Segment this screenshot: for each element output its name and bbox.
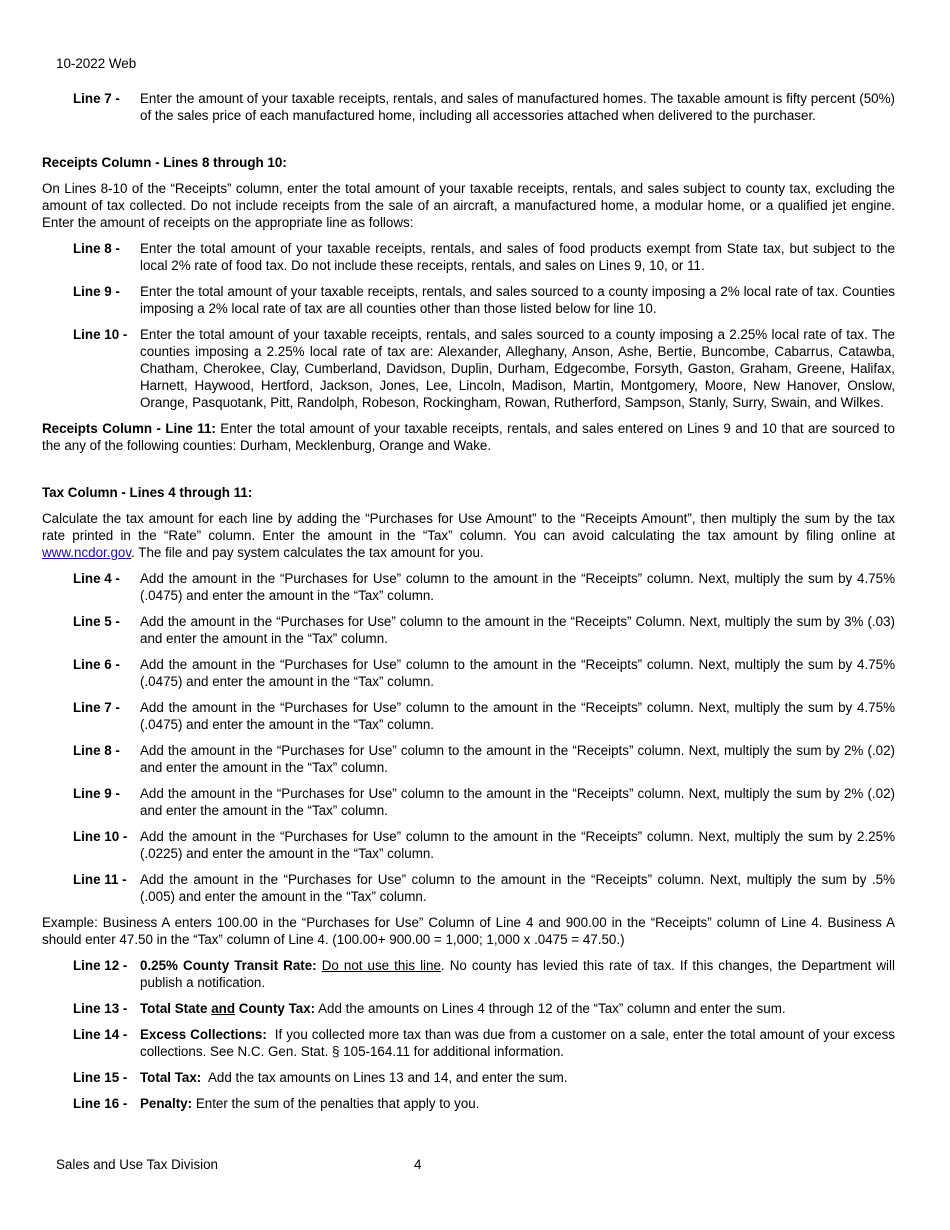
tax-section-heading: Tax Column - Lines 4 through 11:	[42, 485, 253, 500]
line-16-instruction	[73, 1095, 895, 1112]
tax-intro-text: Calculate the tax amount for each line by adding the “Purchases for Use Amount” to the “Receipts Amount”, then multiply the sum by the tax rate printed in the “Rate” column. Enter the amount in the “Tax” column. You can avoid calculating the tax amount by filing online at	[42, 511, 895, 543]
line-title: Penalty:	[140, 1096, 193, 1111]
line-label: Line 12 -	[73, 958, 128, 973]
tax-line-4	[73, 570, 895, 604]
receipts-line-9	[73, 283, 895, 317]
line-label: Line 11 -	[73, 872, 127, 887]
line-label: Line 9 -	[73, 284, 120, 299]
revision-label: 10-2022 Web	[56, 56, 137, 71]
line-title: Excess Collections:	[140, 1027, 267, 1042]
receipts-line-10	[73, 326, 895, 411]
line-label: Line 10 -	[73, 829, 128, 844]
line-text: Enter the total amount of your taxable receipts, rentals, and sales sourced to a county imposing a 2% local rate of tax. Counties imposing a 2% local rate of tax are all counties other than those listed below for line 10.	[140, 284, 895, 316]
line-text	[140, 1069, 895, 1086]
line-text: Add the amount in the “Purchases for Use” column to the amount in the “Receipts” Column. Next, multiply the sum by 3% (.03) and enter the amount in the “Tax” column.	[140, 614, 895, 646]
line-title: 0.25% County Transit Rate:	[140, 958, 317, 973]
line-text	[140, 1000, 895, 1017]
line-label: Line 7 -	[73, 91, 120, 106]
tax-line-8	[73, 742, 895, 776]
ncdor-link[interactable]: www.ncdor.gov	[42, 545, 132, 560]
instructions-body	[42, 90, 895, 1121]
line-label: Line 10 -	[73, 327, 128, 342]
line-14-instruction	[73, 1026, 895, 1060]
receipts-section-heading: Receipts Column - Lines 8 through 10:	[42, 155, 287, 170]
line-label: Line 6 -	[73, 657, 120, 672]
receipts-section-intro: On Lines 8-10 of the “Receipts” column, enter the total amount of your taxable receipts, rentals, and sales subject to county tax, excluding the amount of tax collected. Do not include receipts from the sale of an aircraft, a manufactured home, a modular home, or a qualified jet engine. Enter the amount of receipts on the appropriate line as follows:	[42, 181, 895, 230]
line-text	[140, 957, 895, 991]
do-not-use-notice: Do not use this line	[321, 958, 441, 973]
line-label: Line 13 -	[73, 1001, 128, 1016]
line-label: Line 8 -	[73, 743, 120, 758]
line-rest: Add the tax amounts on Lines 13 and 14, and enter the sum.	[207, 1070, 568, 1085]
line-label: Line 9 -	[73, 786, 120, 801]
line-label: Line 16 -	[73, 1096, 128, 1111]
line-rest: . No county has levied this rate of tax. If this changes, the Department will publish a notification.	[140, 958, 895, 990]
tax-line-9	[73, 785, 895, 819]
line-text: Add the amount in the “Purchases for Use” column to the amount in the “Receipts” column. Next, multiply the sum by 2% (.02) and enter the amount in the “Tax” column.	[140, 743, 895, 775]
line-title-b: and	[211, 1001, 236, 1016]
line-text: Enter the amount of your taxable receipts, rentals, and sales of manufactured homes. The taxable amount is fifty percent (50%) of the sales price of each manufactured home, including all accessories attached when delivered to the purchaser.	[140, 91, 895, 123]
line-12-instruction	[73, 957, 895, 991]
line-text: Add the amount in the “Purchases for Use” column to the amount in the “Receipts” column. Next, multiply the sum by 2% (.02) and enter the amount in the “Tax” column.	[140, 786, 895, 818]
line-text: Add the amount in the “Purchases for Use” column to the amount in the “Receipts” column. Next, multiply the sum by 4.75% (.0475) and enter the amount in the “Tax” column.	[140, 700, 895, 732]
tax-example: Example: Business A enters 100.00 in the “Purchases for Use” Column of Line 4 and 900.00 in the “Receipts” column of Line 4. Business A should enter 47.50 in the “Tax” column of Line 4. (100.00+ 900.00 = 1,000; 1,000 x .0475 = 47.50.)	[42, 915, 895, 947]
line-text: Enter the total amount of your taxable receipts, rentals, and sales sourced to a county imposing a 2.25% local rate of tax. The counties imposing a 2.25% local rate of tax are: Alexander, Alleghany, Anson, Ashe, Bertie, Buncombe, Cabarrus, Catawba, Chatham, Cherokee, Clay, Cumberland, Davidson, Duplin, Durham, Edgecombe, Forsyth, Gaston, Graham, Greene, Halifax, Harnett, Haywood, Hertford, Jackson, Jones, Lee, Lincoln, Madison, Martin, Montgomery, Moore, New Hanover, Onslow, Orange, Pasquotank, Pitt, Randolph, Robeson, Rockingham, Rowan, Rutherford, Sampson, Stanly, Surry, Swain, and Wilkes.	[140, 327, 895, 410]
line-label: Line 5 -	[73, 614, 120, 629]
line-rest: Add the amounts on Lines 4 through 12 of the “Tax” column and enter the sum.	[318, 1001, 786, 1016]
line-label: Line 7 -	[73, 700, 120, 715]
line-title: Total Tax:	[140, 1070, 202, 1085]
receipts-line-11-paragraph	[42, 420, 895, 454]
line-rest: Enter the sum of the penalties that apply to you.	[195, 1096, 480, 1111]
footer-division: Sales and Use Tax Division	[56, 1157, 219, 1172]
line-text: Add the amount in the “Purchases for Use” column to the amount in the “Receipts” column. Next, multiply the sum by .5% (.005) and enter the amount in the “Tax” column.	[140, 872, 895, 904]
tax-line-6	[73, 656, 895, 690]
line-text: Add the amount in the “Purchases for Use” column to the amount in the “Receipts” column. Next, multiply the sum by 2.25% (.0225) and enter the amount in the “Tax” column.	[140, 829, 895, 861]
line-label: Line 15 -	[73, 1070, 128, 1085]
page-number: 4	[414, 1157, 422, 1172]
tax-line-11	[73, 871, 895, 905]
tax-line-5	[73, 613, 895, 647]
line-text: Add the amount in the “Purchases for Use” column to the amount in the “Receipts” column. Next, multiply the sum by 4.75% (.0475) and enter the amount in the “Tax” column.	[140, 571, 895, 603]
receipts-line-11-label: Receipts Column - Line 11:	[42, 421, 216, 436]
line-label: Line 14 -	[73, 1027, 128, 1042]
line-13-instruction	[73, 1000, 895, 1017]
line-7-intro-instruction	[73, 90, 895, 124]
line-label: Line 4 -	[73, 571, 120, 586]
tax-section-intro	[42, 510, 895, 561]
line-15-instruction	[73, 1069, 895, 1086]
line-label: Line 8 -	[73, 241, 120, 256]
tax-line-7	[73, 699, 895, 733]
line-text	[140, 1026, 895, 1060]
line-rest: If you collected more tax than was due from a customer on a sale, enter the total amount of your excess collections. See N.C. Gen. Stat. § 105-164.11 for additional information.	[140, 1027, 895, 1059]
line-text: Enter the total amount of your taxable receipts, rentals, and sales of food products exempt from State tax, but subject to the local 2% rate of food tax. Do not include these receipts, rentals, and sales on Lines 9, 10, or 11.	[140, 241, 895, 273]
tax-line-10	[73, 828, 895, 862]
receipts-line-8	[73, 240, 895, 274]
tax-intro-text-end: . The file and pay system calculates the tax amount for you.	[131, 545, 484, 560]
line-text	[140, 1095, 895, 1112]
line-text: Add the amount in the “Purchases for Use” column to the amount in the “Receipts” column. Next, multiply the sum by 4.75% (.0475) and enter the amount in the “Tax” column.	[140, 657, 895, 689]
line-title-a: Total State	[140, 1001, 208, 1016]
line-title-c: County Tax:	[238, 1001, 316, 1016]
receipts-line-11-text: Enter the total amount of your taxable receipts, rentals, and sales entered on Lines 9 and 10 that are sourced to the any of the following counties: Durham, Mecklenburg, Orange and Wake.	[42, 421, 895, 453]
